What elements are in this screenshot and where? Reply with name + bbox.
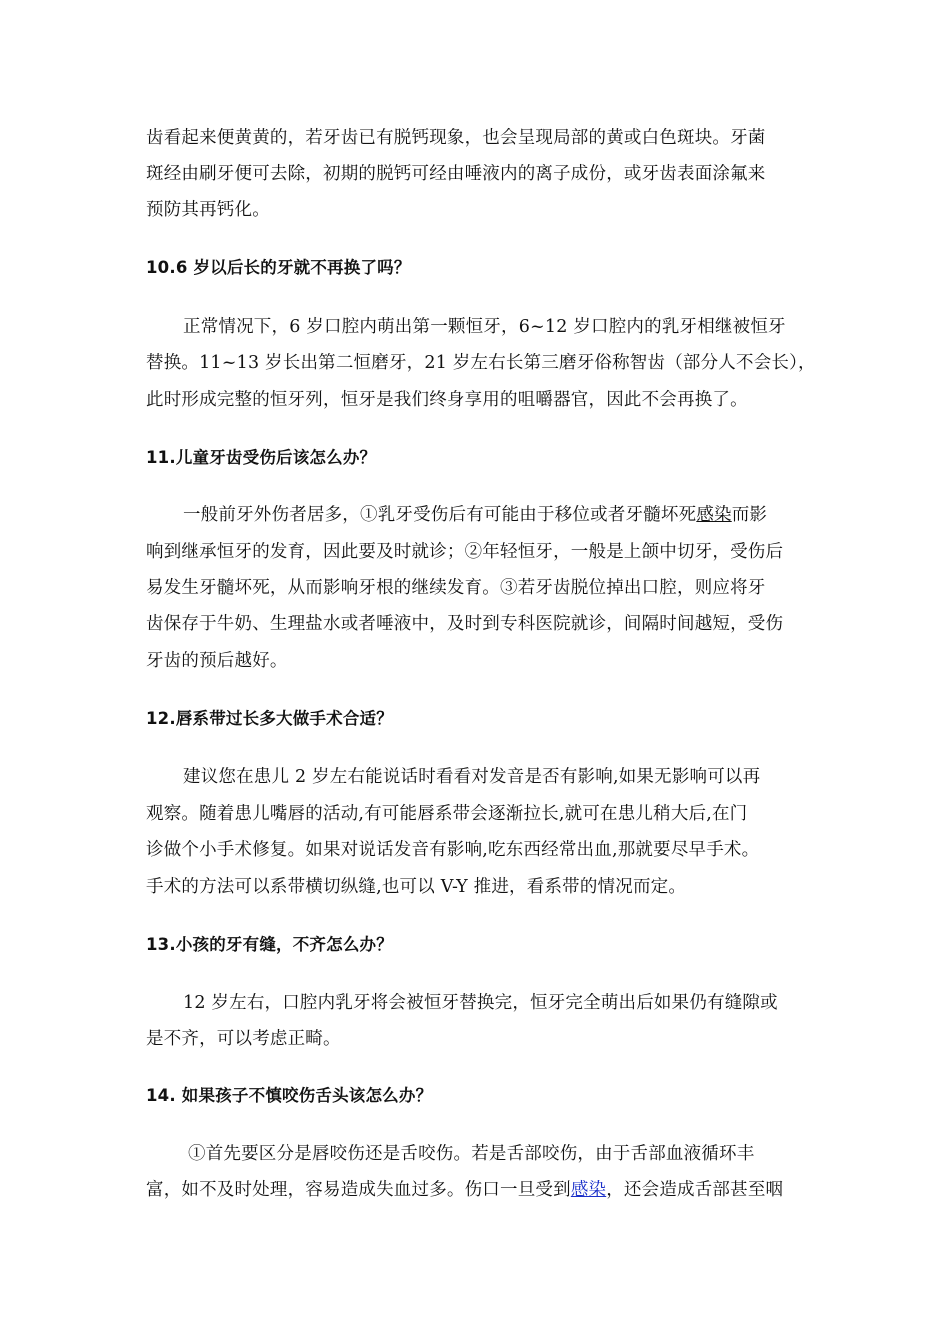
section-heading: 13.小孩的牙有缝，不齐怎么办？ <box>146 935 393 954</box>
paragraph-line: 斑经由刷牙便可去除，初期的脱钙可经由唾液内的离子成份，或牙齿表面涂氟来 <box>146 164 766 184</box>
underlined-term: 感染 <box>696 505 732 525</box>
text-run: 而影 <box>731 505 768 525</box>
paragraph-line: 响到继承恒牙的发育，因此要及时就诊；②年轻恒牙，一般是上颌中切牙，受伤后 <box>146 542 784 562</box>
paragraph-line: 此时形成完整的恒牙列，恒牙是我们终身享用的咀嚼器官，因此不会再换了。 <box>146 390 748 410</box>
paragraph-line: 手术的方法可以系带横切纵缝,也可以 V-Y 推进，看系带的情况而定。 <box>146 877 687 897</box>
paragraph-line <box>183 503 767 527</box>
text-run: 一般前牙外伤者居多，①乳牙受伤后有可能由于移位或者牙髓坏死 <box>183 505 697 525</box>
paragraph-line: 建议您在患儿 2 岁左右能说话时看看对发音是否有影响,如果无影响可以再 <box>183 767 761 787</box>
paragraph-line: 替换。11~13 岁长出第二恒磨牙，21 岁左右长第三磨牙俗称智齿（部分人不会长）， <box>146 353 816 373</box>
text-run: ，还会造成舌部甚至咽 <box>606 1180 784 1200</box>
paragraph-line: ①首先要区分是唇咬伤还是舌咬伤。若是舌部咬伤，由于舌部血液循环丰 <box>188 1144 755 1164</box>
paragraph-line: 诊做个小手术修复。如果对说话发音有影响,吃东西经常出血,那就要尽早手术。 <box>146 840 760 860</box>
paragraph-line: 观察。随着患儿嘴唇的活动,有可能唇系带会逐渐拉长,就可在患儿稍大后,在门 <box>146 804 748 824</box>
infection-link[interactable]: 感染 <box>570 1180 607 1200</box>
paragraph-line: 齿看起来便黄黄的，若牙齿已有脱钙现象，也会呈现局部的黄或白色斑块。牙菌 <box>146 128 766 148</box>
paragraph-line: 是不齐，可以考虑正畸。 <box>146 1029 341 1049</box>
paragraph-line: 预防其再钙化。 <box>146 200 270 220</box>
text-run: 富，如不及时处理，容易造成失血过多。伤口一旦受到 <box>146 1180 571 1200</box>
section-heading: 10.6 岁以后长的牙就不再换了吗？ <box>146 258 411 277</box>
paragraph-line <box>146 1178 783 1202</box>
section-heading: 11.儿童牙齿受伤后该怎么办？ <box>146 448 377 467</box>
paragraph-line: 12 岁左右，口腔内乳牙将会被恒牙替换完，恒牙完全萌出后如果仍有缝隙或 <box>183 993 778 1013</box>
paragraph-line: 易发生牙髓坏死，从而影响牙根的继续发育。③若牙齿脱位掉出口腔，则应将牙 <box>146 578 766 598</box>
paragraph-line: 正常情况下，6 岁口腔内萌出第一颗恒牙，6~12 岁口腔内的乳牙相继被恒牙 <box>183 317 786 337</box>
paragraph-line: 齿保存于牛奶、生理盐水或者唾液中，及时到专科医院就诊，间隔时间越短，受伤 <box>146 614 784 634</box>
section-heading: 14. 如果孩子不慎咬伤舌头该怎么办？ <box>146 1086 433 1105</box>
section-heading: 12.唇系带过长多大做手术合适？ <box>146 709 393 728</box>
paragraph-line: 牙齿的预后越好。 <box>146 651 288 671</box>
